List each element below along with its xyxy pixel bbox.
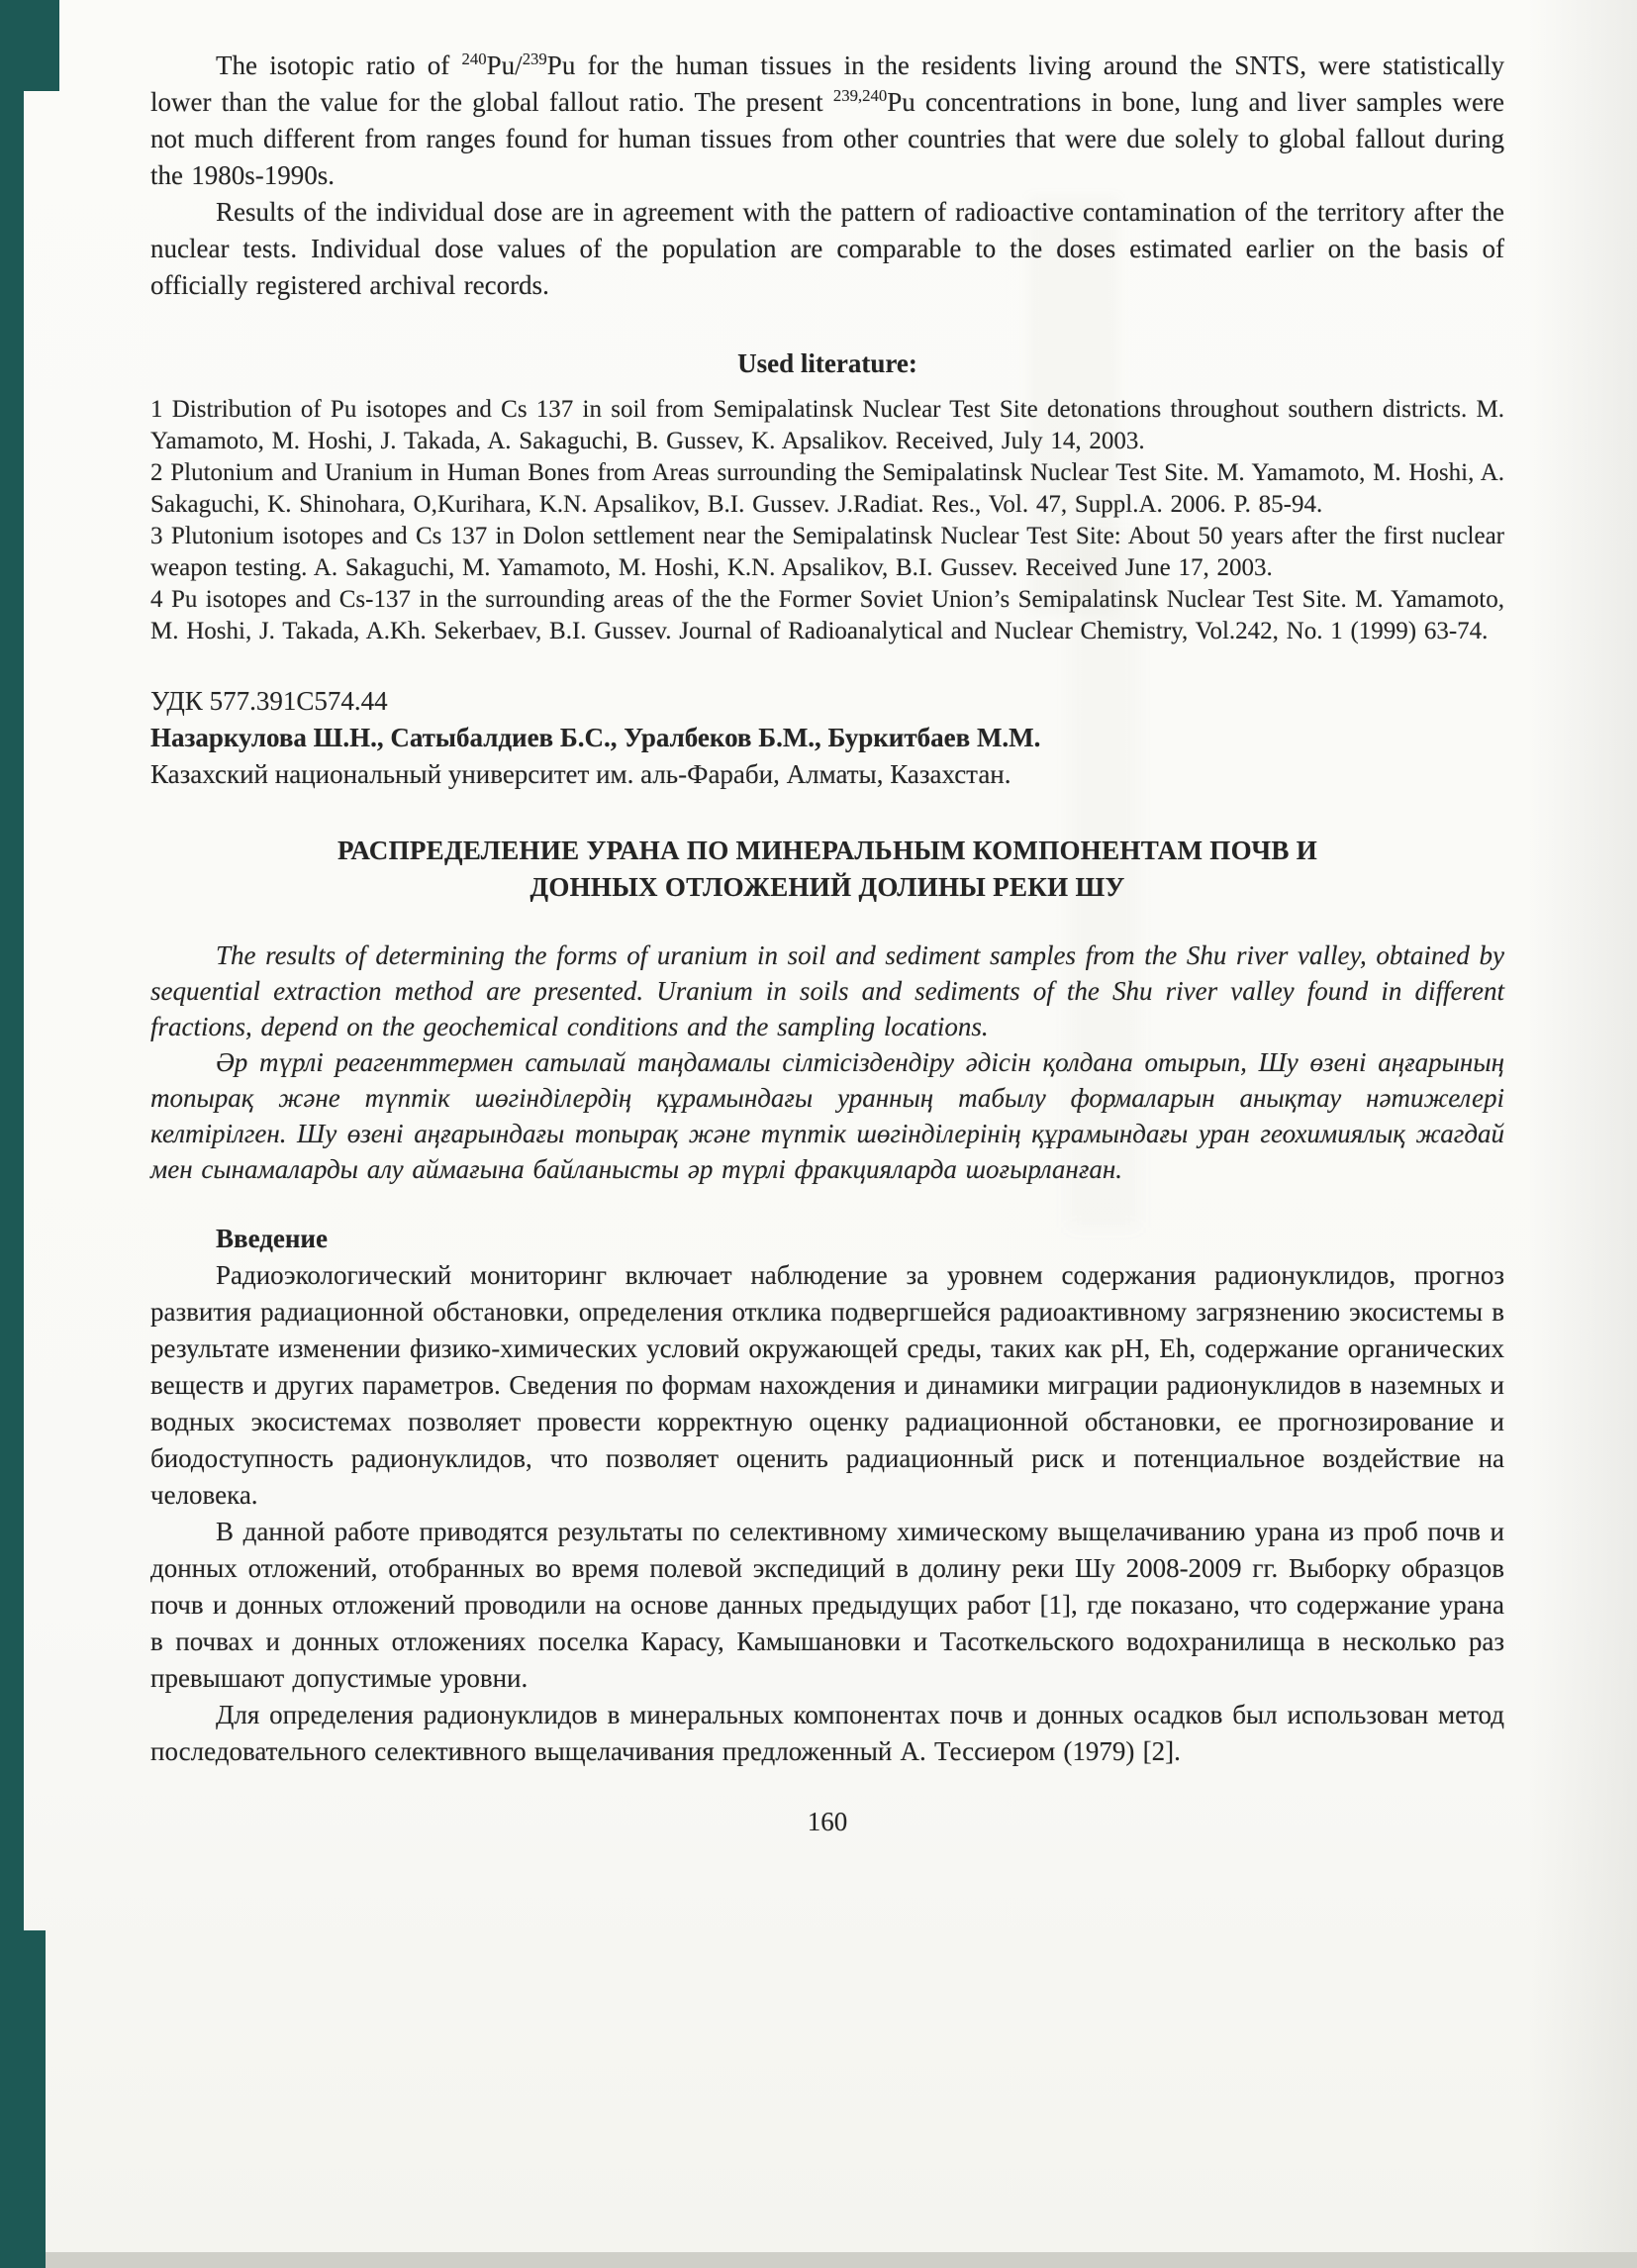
article-title — [150, 833, 1504, 906]
abstract-kazakh: Әр түрлі реагенттермен сатылай таңдамалы сілтісіздендіру әдісін қолдана отырып, Шу өзені аңғарының топырақ және түптік шөгінділердің құрамындағы уранның табылу формаларын анықтау нәтижелері келтірілген. Шу өзені аңғарындағы топырақ және түптік шөгінділерінің құрамындағы уран геохимиялық жагдай мен сынамаларды алу аймағына байланысты әр түрлі фракцияларда шоғырланған. — [150, 1047, 1504, 1184]
book-spine-corner-bottom — [0, 1930, 46, 2268]
text-run: Pu concentrations in bone, lung and liver samples were not much different from ranges found for human tissues from other countries that were due solely to global fallout during the 1980s-1990s. — [150, 87, 1504, 190]
affiliation-line: Казахский национальный университет им. аль-Фараби, Алматы, Казахстан. — [150, 759, 1011, 789]
text-run: Pu for the human tissues in the residents living around the SNTS, were statistically lower than the value for the global fallout ratio. The present — [150, 50, 1504, 117]
introduction-paragraph-1: Радиоэкологический мониторинг включает наблюдение за уровнем содержания радионуклидов, прогноз развития радиационной обстановки, определения отклика подвергшейся радиоактивному загрязнению экосистемы в результате изменении физико-химических условий окружающей среды, таких как pH, Eh, содержание органических веществ и других параметров. Сведения по формам нахождения и динамики миграции радионуклидов в наземных и водных экосистемах позволяет провести корректную оценку радиационной обстановки, ее прогнозирование и биодоступность радионуклидов, что позволяет оценить радиационный риск и потенциальное воздействие на человека. — [150, 1260, 1504, 1510]
reference-item-4: 4 Pu isotopes and Cs-137 in the surrounding areas of the the Former Soviet Union’s Semipalatinsk Nuclear Test Site. M. Yamamoto, M. Hoshi, J. Takada, A.Kh. Sekerbaev, B.I. Gussev. Journal of Radioanalytical and Nuclear Chemistry, Vol.242, No. 1 (1999) 63-74. — [150, 586, 1504, 644]
article-title-line-2: ДОННЫХ ОТЛОЖЕНИЙ ДОЛИНЫ РЕКИ ШУ — [530, 872, 1125, 902]
reference-item-1: 1 Distribution of Pu isotopes and Cs 137 in soil from Semipalatinsk Nuclear Test Site detonations throughout southern districts. M. Yamamoto, M. Hoshi, J. Takada, A. Sakaguchi, B. Gussev, K. Apsalikov. Received, July 14, 2003. — [150, 396, 1504, 454]
introduction-heading: Введение — [216, 1224, 328, 1253]
text-run: The isotopic ratio of — [216, 50, 462, 80]
reference-item-3: 3 Plutonium isotopes and Cs 137 in Dolon settlement near the Semipalatinsk Nuclear Test Site: About 50 years after the first nuclear weapon testing. A. Sakaguchi, M. Yamamoto, M. Hoshi, K.N. Apsalikov, B.I. Gussev. Received June 17, 2003. — [150, 523, 1504, 581]
introduction-paragraph-2: В данной работе приводятся результаты по селективному химическому выщелачиванию урана из проб почв и донных отложений, отобранных во время полевой экспедиций в долину реки Шу 2008-2009 гг. Выборку образцов почв и донных отложений проводили на основе данных предыдущих работ [1], где показано, что содержание урана в почвах и донных отложениях поселка Карасу, Камышановки и Тасоткельского водохранилища в несколько раз превышают допустимые уровни. — [150, 1517, 1504, 1693]
isotope-superscript-239-240: 239,240 — [832, 86, 888, 105]
paragraph-isotopic-ratio — [150, 48, 1504, 194]
isotope-superscript-239: 239 — [522, 49, 547, 68]
authors-line: Назаркулова Ш.Н., Сатыбалдиев Б.С., Уралбеков Б.М., Буркитбаев М.М. — [150, 723, 1041, 752]
page-number: 160 — [807, 1807, 848, 1836]
page-content — [150, 48, 1504, 1840]
book-spine-edge — [0, 0, 24, 2268]
introduction-paragraph-3: Для определения радионуклидов в минеральных компонентах почв и донных осадков был использован метод последовательного селективного выщелачивания предложенный А. Тессиером (1979) [2]. — [150, 1700, 1504, 1766]
abstract-english: The results of determining the forms of uranium in soil and sediment samples from the Shu river valley, obtained by sequential extraction method are presented. Uranium in soils and sediments of the Shu river valley found in different fractions, depend on the geochemical conditions and the sampling locations. — [150, 940, 1504, 1041]
paragraph-individual-dose: Results of the individual dose are in agreement with the pattern of radioactive contamination of the territory after the nuclear tests. Individual dose values of the population are comparable to the doses estimated earlier on the basis of officially registered archival records. — [150, 197, 1504, 300]
isotope-superscript-240: 240 — [461, 49, 487, 68]
scan-shadow-bottom — [0, 2252, 1637, 2268]
reference-item-2: 2 Plutonium and Uranium in Human Bones from Areas surrounding the Semipalatinsk Nuclear Test Site. M. Yamamoto, M. Hoshi, A. Sakaguchi, K. Shinohara, O,Kurihara, K.N. Apsalikov, B.I. Gussev. J.Radiat. Res., Vol. 47, Suppl.A. 2006. P. 85-94. — [150, 459, 1504, 518]
udc-code: УДК 577.391С574.44 — [150, 686, 388, 716]
used-literature-heading: Used literature: — [737, 348, 917, 378]
book-spine-corner-top — [0, 0, 59, 91]
scan-shadow-right — [1528, 0, 1637, 2268]
article-title-line-1: РАСПРЕДЕЛЕНИЕ УРАНА ПО МИНЕРАЛЬНЫМ КОМПОНЕНТАМ ПОЧВ И — [337, 836, 1318, 865]
text-run: Pu/ — [486, 50, 523, 80]
